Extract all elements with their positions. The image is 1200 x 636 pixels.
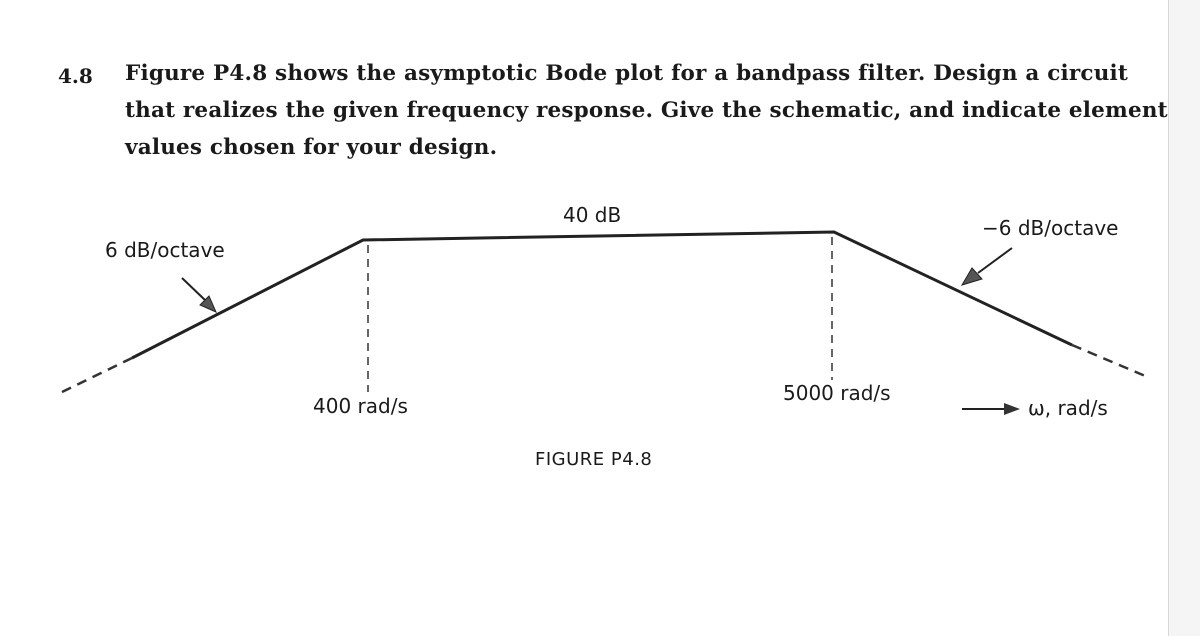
low-asymptote-extension — [62, 358, 132, 392]
problem-line-3: values chosen for your design. — [125, 135, 498, 160]
high-asymptote-extension — [1072, 345, 1150, 378]
high-slope-arrowhead — [962, 268, 982, 285]
passband-gain-label: 40 dB — [563, 203, 622, 227]
problem-line-1: Figure P4.8 shows the asymptotic Bode plot for a bandpass filter. Design a circuit — [125, 61, 1129, 86]
low-slope-label: 6 dB/octave — [105, 238, 225, 262]
omega-axis-arrowhead — [1004, 403, 1020, 415]
omega-axis-label: ω, rad/s — [1028, 396, 1108, 420]
problem-number: 4.8 — [58, 64, 93, 88]
problem-line-2: that realizes the given frequency response. Give the schematic, and indicate element — [125, 98, 1168, 123]
figure-caption: FIGURE P4.8 — [535, 449, 653, 470]
low-slope-pointer — [182, 278, 206, 301]
high-slope-label: −6 dB/octave — [982, 216, 1119, 240]
low-corner-label: 400 rad/s — [313, 394, 408, 418]
high-slope-pointer — [978, 248, 1012, 273]
high-corner-label: 5000 rad/s — [783, 381, 891, 405]
bode-asymptote-curve — [132, 232, 1072, 358]
